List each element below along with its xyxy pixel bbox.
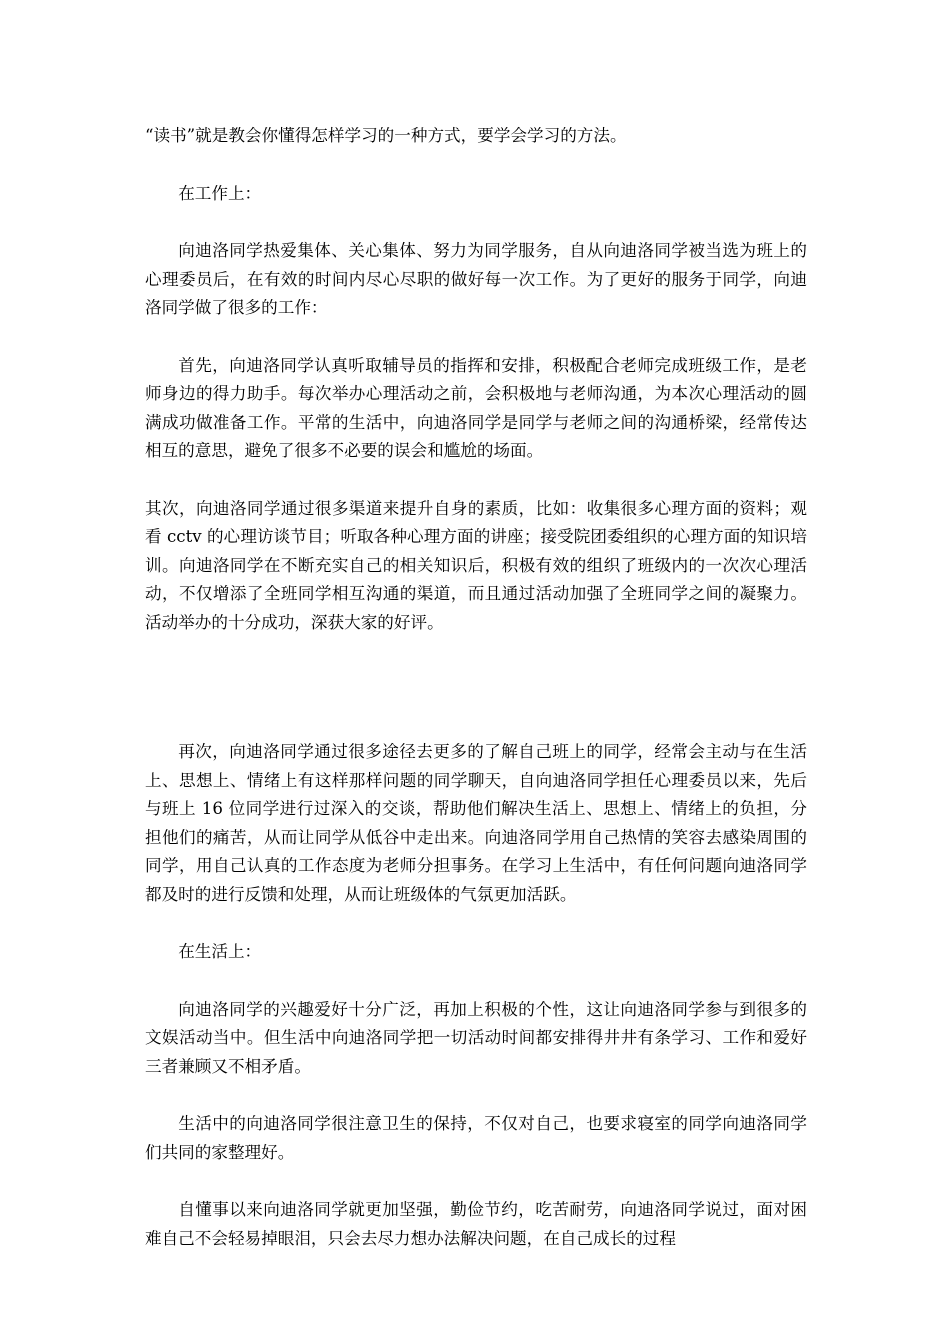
paragraph-first: 首先，向迪洛同学认真听取辅导员的指挥和安排，积极配合老师完成班级工作，是老师身边的得力助手。每次举办心理活动之前，会积极地与老师沟通，为本次心理活动的圆满成功做准备工作。平常的生活中，向迪洛同学是同学与老师之间的沟通桥梁，经常传达相互的意思，避免了很多不必要的误会和尴尬的场面。 xyxy=(145,355,807,460)
paragraph-hobbies: 向迪洛同学的兴趣爱好十分广泛，再加上积极的个性，这让向迪洛同学参与到很多的文娱活动当中。但生活中向迪洛同学把一切活动时间都安排得井井有条学习、工作和爱好三者兼顾又不相矛盾。 xyxy=(145,999,807,1076)
text-block-bottom xyxy=(145,738,807,1282)
paragraph-reading-method: “读书”就是教会你懂得怎样学习的一种方式，要学会学习的方法。 xyxy=(145,126,627,145)
heading-work: 在工作上： xyxy=(178,183,262,203)
paragraph-second: 其次，向迪洛同学通过很多渠道来提升自身的素质，比如：收集很多心理方面的资料；观看 cctv 的心理访谈节目；听取各种心理方面的讲座；接受院团委组织的心理方面的知识培训。向迪洛同学在不断充实自己的相关知识后，积极有效的组织了班级内的一次次心理活动，不仅增添了全班同学相互沟通的渠道，而且通过活动加强了全班同学之间的凝聚力。活动举办的十分成功，深获大家的好评。 xyxy=(145,498,807,632)
paragraph-third: 再次，向迪洛同学通过很多途径去更多的了解自己班上的同学，经常会主动与在生活上、思想上、情绪上有这样那样问题的同学聊天，自向迪洛同学担任心理委员以来，先后与班上 16 位同学进行过深入的交谈，帮助他们解决生活上、思想上、情绪上的负担，分担他们的痛苦，从而让同学从低谷中走出来。向迪洛同学用自己热情的笑容去感染周围的同学，用自己认真的工作态度为老师分担事务。在学习上生活中，有任何问题向迪洛同学都及时的进行反馈和处理，从而让班级体的气氛更加活跃。 xyxy=(145,742,807,904)
text-block-top xyxy=(145,122,807,666)
paragraph-resilience: 自懂事以来向迪洛同学就更加坚强，勤俭节约，吃苦耐劳，向迪洛同学说过，面对困难自己不会轻易掉眼泪，只会去尽力想办法解决问题，在自己成长的过程 xyxy=(145,1200,807,1248)
paragraph-work-intro: 向迪洛同学热爱集体、关心集体、努力为同学服务，自从向迪洛同学被当选为班上的心理委员后，在有效的时间内尽心尽职的做好每一次工作。为了更好的服务于同学，向迪洛同学做了很多的工作： xyxy=(145,241,807,317)
paragraph-hygiene: 生活中的向迪洛同学很注意卫生的保持，不仅对自己，也要求寝室的同学向迪洛同学们共同的家整理好。 xyxy=(145,1114,807,1162)
heading-life: 在生活上： xyxy=(178,942,262,961)
